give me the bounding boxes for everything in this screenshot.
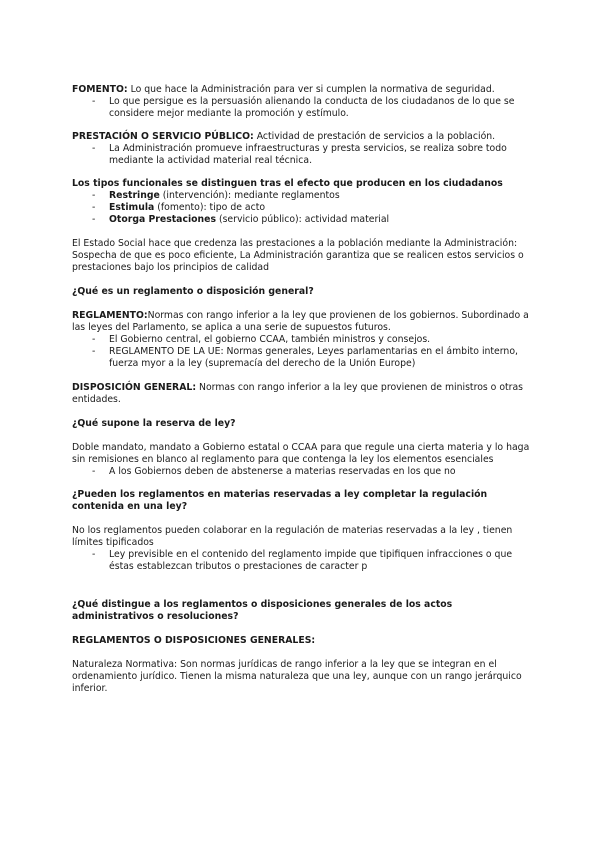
estado-social-paragraph: El Estado Social hace que credenza las prestaciones a la población mediante la Administración: Sospecha de que es poco eficiente, La Administración garantiza que se realicen estos servicios o prestaciones bajo los principios de calidad — [72, 238, 524, 273]
question-distingue: ¿Qué distingue a los reglamentos o disposiciones generales de los actos administrativos o resoluciones? — [72, 599, 453, 622]
tipos-list — [72, 190, 532, 226]
reglamento-list — [72, 334, 532, 370]
tipos-heading: Los tipos funcionales se distinguen tras el efecto que producen en los ciudadanos — [72, 178, 503, 189]
tipo-estimula: Estimula — [109, 202, 155, 213]
completar-list — [72, 549, 532, 573]
list-item: - Lo que persigue es la persuasión alienando la conducta de los ciudadanos de lo que se considere mejor mediante la promoción y estímulo. — [72, 96, 532, 120]
naturaleza-paragraph: Naturaleza Normativa: Son normas jurídicas de rango inferior a la ley que se integran en el ordenamiento jurídico. Tienen la misma naturaleza que una ley, aunque con un rango jerárquico inferior. — [72, 659, 522, 694]
tipo-otorga-desc: (servicio público): actividad material — [215, 214, 390, 225]
disposicion-paragraph — [72, 382, 532, 406]
reglamento-text: Normas con rango inferior a la ley que provienen de los gobiernos. Subordinado a las leyes del Parlamento, se aplica a una serie de supuestos futuros. — [72, 310, 529, 333]
list-item: - El Gobierno central, el gobierno CCAA, también ministros y consejos. — [72, 334, 532, 346]
document-page — [72, 84, 532, 695]
reserva-list — [72, 466, 532, 478]
fomento-text: Lo que hace la Administración para ver si cumplen la normativa de seguridad. — [127, 84, 495, 95]
tipo-otorga: Otorga Prestaciones — [109, 214, 216, 225]
prestacion-label: PRESTACIÓN O SERVICIO PÚBLICO: — [72, 131, 254, 142]
reglamento-paragraph — [72, 310, 532, 334]
reserva-paragraph: Doble mandato, mandato a Gobierno estatal o CCAA para que regule una cierta materia y lo haga sin remisiones en blanco al reglamento para que contenga la ley los elementos esenciales — [72, 442, 530, 465]
question-completar: ¿Pueden los reglamentos en materias reservadas a ley completar la regulación contenida en una ley? — [72, 489, 488, 512]
subheading-reglamentos: REGLAMENTOS O DISPOSICIONES GENERALES: — [72, 635, 316, 646]
fomento-paragraph — [72, 84, 532, 96]
list-item: - REGLAMENTO DE LA UE: Normas generales, Leyes parlamentarias en el ámbito interno, fuerza myor a la ley (supremacía del derecho de la Unión Europe) — [72, 346, 532, 370]
prestacion-text: Actividad de prestación de servicios a la población. — [253, 131, 496, 142]
completar-paragraph: No los reglamentos pueden colaborar en la regulación de materias reservadas a la ley , tienen límites tipificados — [72, 525, 513, 548]
disposicion-text: Normas con rango inferior a la ley que provienen de ministros o otras entidades. — [72, 382, 524, 405]
tipo-estimula-desc: (fomento): tipo de acto — [154, 202, 266, 213]
question-reglamento: ¿Qué es un reglamento o disposición general? — [72, 286, 314, 297]
prestacion-paragraph — [72, 131, 532, 143]
disposicion-label: DISPOSICIÓN GENERAL: — [72, 382, 197, 393]
tipo-restringe: Restringe — [109, 190, 160, 201]
fomento-label: FOMENTO: — [72, 84, 128, 95]
question-reserva: ¿Qué supone la reserva de ley? — [72, 418, 236, 429]
tipo-restringe-desc: (intervención): mediante reglamentos — [159, 190, 340, 201]
list-item: - Ley previsible en el contenido del reglamento impide que tipifiquen infracciones o que éstas establezcan tributos o prestaciones de caracter p — [72, 549, 532, 573]
list-item — [72, 190, 532, 202]
list-item: - A los Gobiernos deben de abstenerse a materias reservadas en los que no — [72, 466, 532, 478]
prestacion-list — [72, 143, 532, 167]
list-item — [72, 214, 532, 226]
list-item — [72, 202, 532, 214]
fomento-list — [72, 96, 532, 120]
reglamento-label: REGLAMENTO: — [72, 310, 148, 321]
list-item: - La Administración promueve infraestructuras y presta servicios, se realiza sobre todo mediante la actividad material real técnica. — [72, 143, 532, 167]
